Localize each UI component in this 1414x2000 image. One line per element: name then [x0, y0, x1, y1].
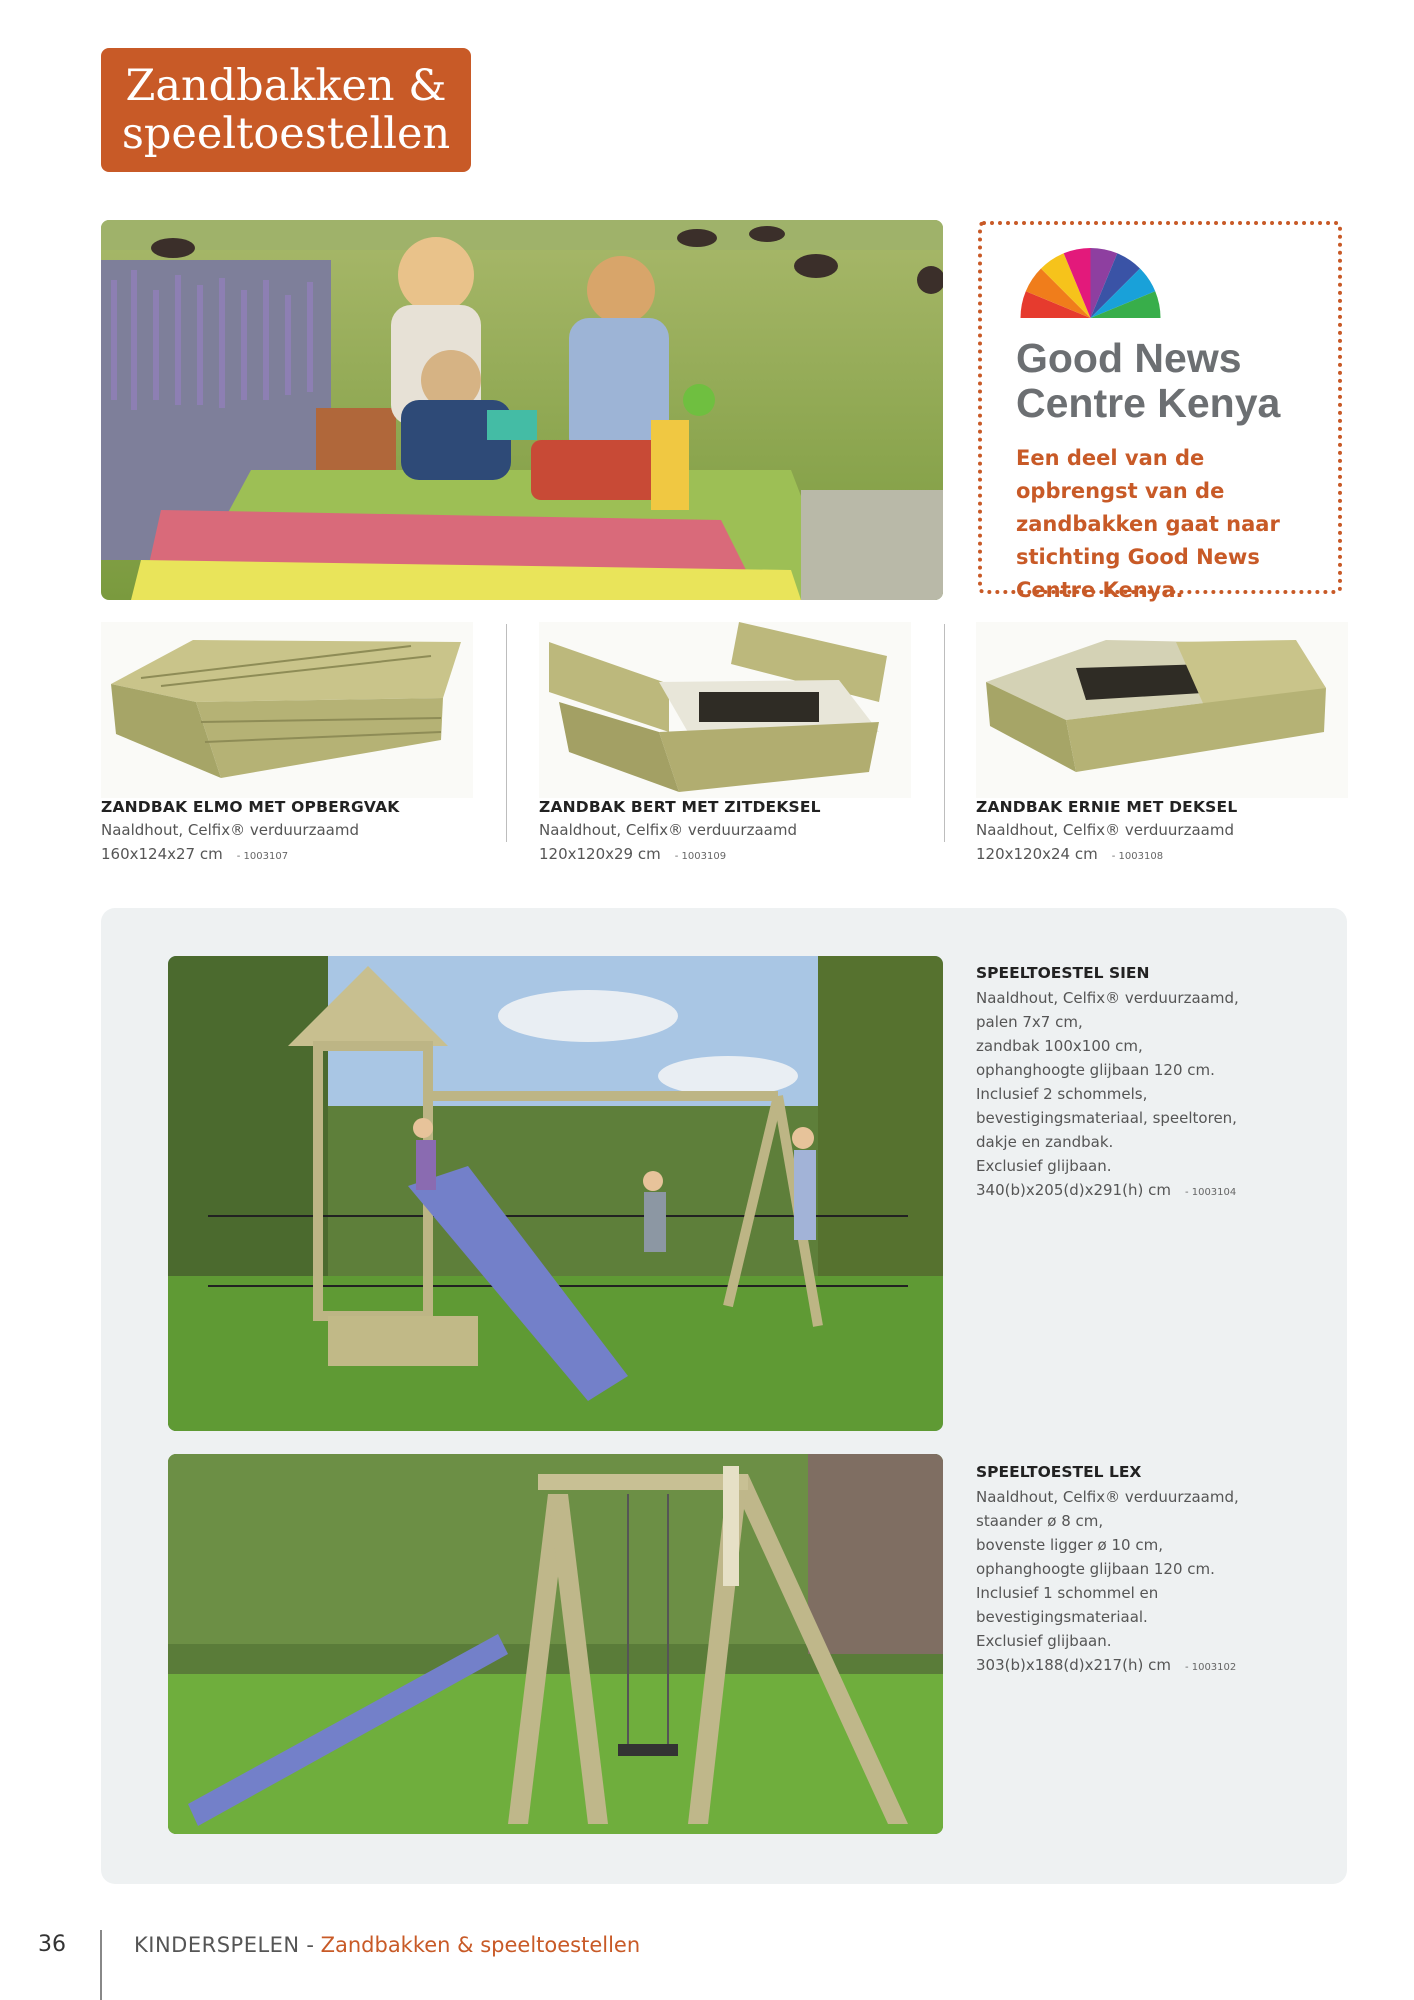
product-photo-speeltoestel-sien — [168, 956, 943, 1431]
spec-line: Exclusief glijbaan. — [976, 1632, 1112, 1650]
column-divider — [506, 624, 507, 842]
spec-line: bovenste ligger ø 10 cm, — [976, 1536, 1163, 1554]
spec-line: Inclusief 1 schommel en — [976, 1584, 1159, 1602]
spec-line: Inclusief 2 schommels, — [976, 1085, 1148, 1103]
column-divider — [944, 624, 945, 842]
footer-breadcrumb — [134, 1933, 640, 1957]
product-code: - 1003108 — [1111, 851, 1164, 862]
product-size: 120x120x29 cm — [539, 845, 661, 863]
product-photo-speeltoestel-lex — [168, 1454, 943, 1834]
product-name: ZANDBAK ELMO MET OPBERGVAK — [101, 798, 400, 816]
footer-category: KINDERSPELEN — [134, 1933, 300, 1957]
product-size-line — [976, 1178, 1239, 1205]
product-size: 160x124x27 cm — [101, 845, 223, 863]
spec-line: ophanghoogte glijbaan 120 cm. — [976, 1560, 1215, 1578]
spec-line: Naaldhout, Celfix® verduurzaamd, — [976, 1488, 1239, 1506]
hero-photo-children-sandbox — [101, 220, 943, 600]
spec-line: ophanghoogte glijbaan 120 cm. — [976, 1061, 1215, 1079]
product-code: - 1003109 — [674, 851, 727, 862]
spec-line: staander ø 8 cm, — [976, 1512, 1104, 1530]
product-spec-list — [976, 986, 1239, 1205]
charity-name: Good News Centre Kenya — [1016, 335, 1281, 426]
spec-line: zandbak 100x100 cm, — [976, 1037, 1143, 1055]
product-code: - 1003107 — [236, 851, 289, 862]
product-name: SPEELTOESTEL SIEN — [976, 964, 1150, 982]
product-spec-list — [976, 1485, 1239, 1680]
product-material: Naaldhout, Celfix® verduurzaamd — [539, 821, 797, 839]
spec-line: palen 7x7 cm, — [976, 1013, 1083, 1031]
footer-separator: - — [299, 1933, 321, 1957]
product-size-line — [976, 845, 1163, 863]
page-title: Zandbakken & speeltoestellen — [121, 61, 451, 159]
product-size: 303(b)x188(d)x217(h) cm — [976, 1656, 1171, 1674]
product-photo-zandbak-elmo — [101, 622, 473, 798]
product-size-line — [976, 1653, 1239, 1680]
section-title-badge — [101, 48, 471, 172]
spec-line: bevestigingsmateriaal, speeltoren, — [976, 1109, 1237, 1127]
product-size: 340(b)x205(d)x291(h) cm — [976, 1181, 1171, 1199]
rainbow-fan-logo-icon — [1018, 244, 1163, 320]
product-photo-zandbak-bert — [539, 622, 911, 798]
product-size-line — [101, 845, 288, 863]
spec-line: dakje en zandbak. — [976, 1133, 1114, 1151]
product-material: Naaldhout, Celfix® verduurzaamd — [101, 821, 359, 839]
footer-divider — [100, 1930, 102, 2000]
product-size-line — [539, 845, 726, 863]
product-code: - 1003102 — [1184, 1662, 1237, 1673]
product-photo-zandbak-ernie — [976, 622, 1348, 798]
charity-description: Een deel van de opbrengst van de zandbakken gaat naar stichting Good News Centre Kenya. — [1016, 446, 1280, 602]
spec-line: Exclusief glijbaan. — [976, 1157, 1112, 1175]
product-name: ZANDBAK BERT MET ZITDEKSEL — [539, 798, 821, 816]
page-number: 36 — [38, 1932, 66, 1957]
product-name: ZANDBAK ERNIE MET DEKSEL — [976, 798, 1238, 816]
product-size: 120x120x24 cm — [976, 845, 1098, 863]
spec-line: bevestigingsmateriaal. — [976, 1608, 1148, 1626]
footer-subcategory: Zandbakken & speeltoestellen — [320, 1933, 641, 1957]
product-name: SPEELTOESTEL LEX — [976, 1463, 1142, 1481]
spec-line: Naaldhout, Celfix® verduurzaamd, — [976, 989, 1239, 1007]
product-material: Naaldhout, Celfix® verduurzaamd — [976, 821, 1234, 839]
product-code: - 1003104 — [1184, 1187, 1237, 1198]
